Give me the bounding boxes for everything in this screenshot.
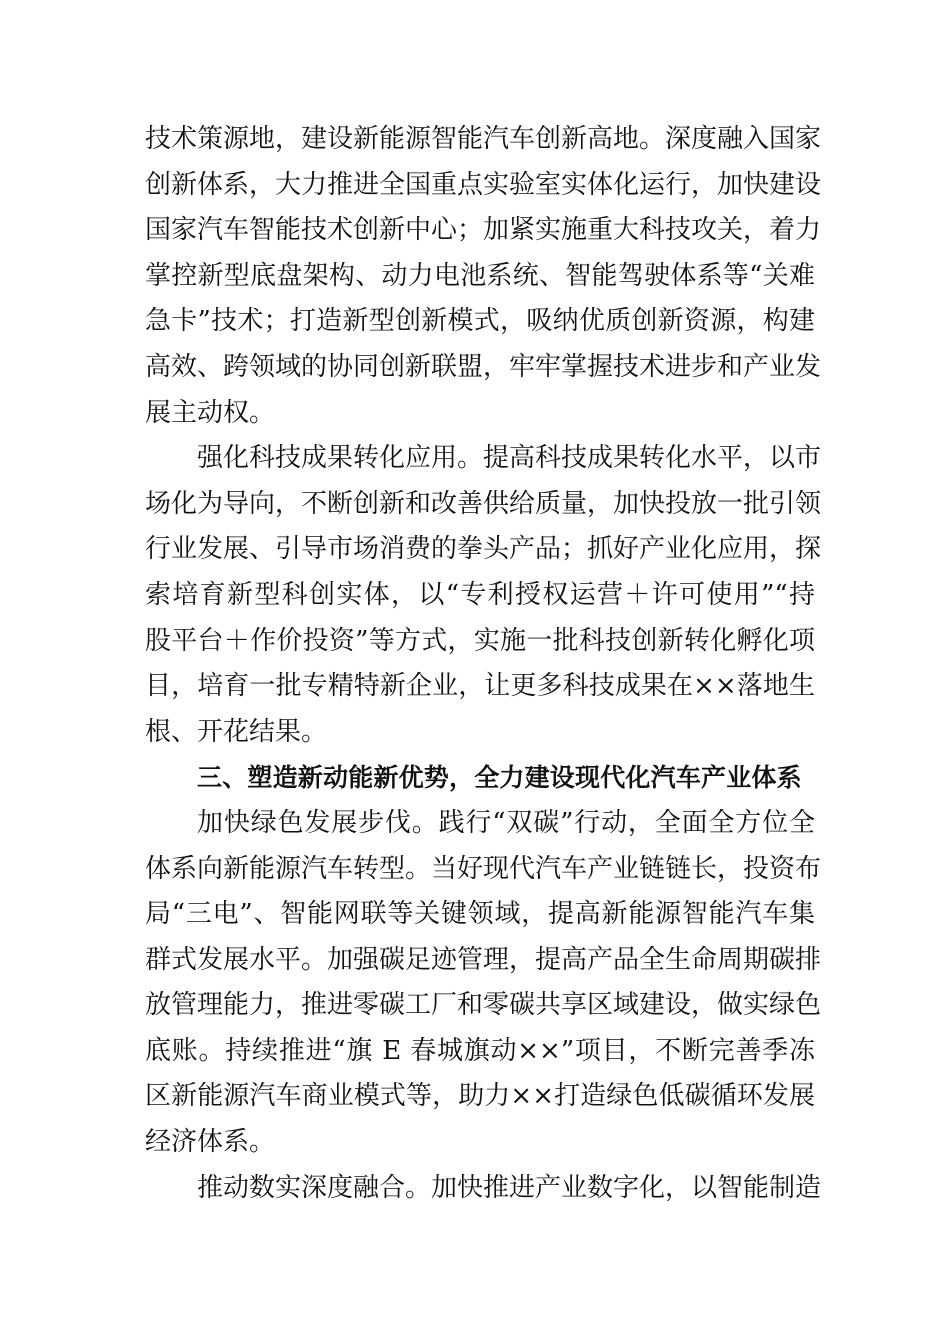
text-line: 底账。持续推进“旗 E 春城旗动××”项目，不断完善季冻: [145, 1035, 815, 1066]
document-body: [145, 117, 822, 1211]
text-line: 国家汽车智能技术创新中心；加紧实施重大科技攻关，着力: [145, 215, 822, 246]
text-line: 加快绿色发展步伐。践行“双碳”行动，全面全方位全: [197, 807, 815, 838]
paragraph-green-development: [145, 801, 822, 1166]
text-line: 体系向新能源汽车转型。当好现代汽车产业链链长，投资布: [145, 853, 822, 884]
text-line: 经济体系。: [145, 1127, 276, 1158]
text-line: 场化为导向，不断创新和改善供给质量，加快投放一批引领: [145, 488, 822, 519]
text-line: 掌控新型底盘架构、动力电池系统、智能驾驶体系等“关难: [145, 260, 815, 291]
text-line: 放管理能力，推进零碳工厂和零碳共享区域建设，做实绿色: [145, 990, 822, 1021]
section-heading: 三、塑造新动能新优势，全力建设现代化汽车产业体系: [197, 763, 802, 793]
text-line: 推动数实深度融合。加快推进产业数字化，以智能制造: [197, 1172, 822, 1203]
text-line: 技术策源地，建设新能源智能汽车创新高地。深度融入国家: [145, 124, 822, 154]
text-line: 根、开花结果。: [145, 716, 328, 747]
paragraph-tech-innovation: [145, 117, 822, 436]
text-line: 急卡”技术；打造新型创新模式，吸纳优质创新资源，构建: [145, 306, 815, 337]
paragraph-digital-integration: [145, 1166, 822, 1212]
text-line: 索培育新型科创实体，以“专利授权运营＋许可使用”“持: [145, 579, 815, 610]
text-line: 展主动权。: [145, 397, 276, 428]
text-line: 创新体系，大力推进全国重点实验室实体化运行，加快建设: [145, 169, 822, 200]
text-line: 局“三电”、智能网联等关键领域，提高新能源智能汽车集: [145, 899, 815, 930]
text-line: 高效、跨领域的协同创新联盟，牢牢掌握技术进步和产业发: [145, 351, 822, 382]
text-line: 股平台＋作价投资”等方式，实施一批科技创新转化孵化项: [145, 625, 815, 656]
text-line: 区新能源汽车商业模式等，助力××打造绿色低碳循环发展: [145, 1081, 815, 1112]
text-line: 行业发展、引导市场消费的拳头产品；抓好产业化应用，探: [145, 534, 822, 565]
text-line: 强化科技成果转化应用。提高科技成果转化水平，以市: [197, 443, 822, 474]
paragraph-achievement-transfer: [145, 436, 822, 755]
text-line: 目，培育一批专精特新企业，让更多科技成果在××落地生: [145, 671, 815, 702]
text-line: 群式发展水平。加强碳足迹管理，提高产品全生命周期碳排: [145, 944, 822, 975]
